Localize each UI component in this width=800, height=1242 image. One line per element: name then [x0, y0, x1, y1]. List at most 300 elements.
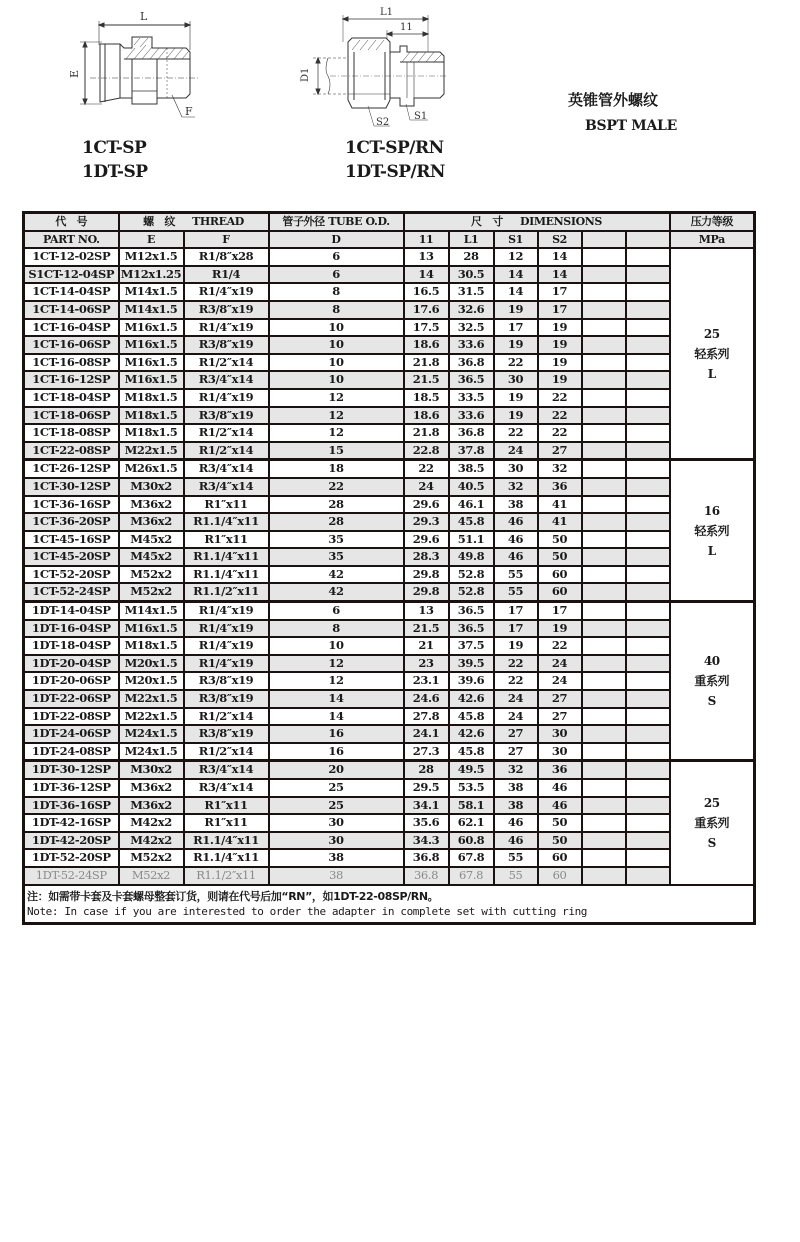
table-row — [24, 283, 755, 301]
cell-dim-l1: 58.1 — [449, 797, 494, 815]
cell-part-no: 1CT-18-08SP — [24, 424, 119, 442]
cell-tube-od-d: 14 — [269, 708, 404, 726]
cell-part-no: 1CT-18-04SP — [24, 389, 119, 407]
cell-dim-l1: 52.8 — [449, 583, 494, 601]
cell-blank — [626, 442, 670, 460]
cell-part-no: 1DT-20-04SP — [24, 655, 119, 673]
cell-thread-e: M12x1.25 — [119, 266, 184, 284]
cell-blank — [626, 690, 670, 708]
cell-thread-f: R3/8″x19 — [184, 407, 269, 425]
cell-dim-s2: 17 — [538, 301, 582, 319]
cell-thread-f: R3/8″x19 — [184, 336, 269, 354]
cell-tube-od-d: 10 — [269, 371, 404, 389]
cell-tube-od-d: 16 — [269, 743, 404, 761]
cell-thread-f: R1.1/4″x11 — [184, 832, 269, 850]
cell-blank — [626, 708, 670, 726]
cell-blank — [626, 672, 670, 690]
table-row — [24, 672, 755, 690]
cell-thread-e: M16x1.5 — [119, 336, 184, 354]
cell-dim-l1: 36.8 — [449, 354, 494, 372]
header-d: D — [269, 231, 404, 249]
cell-dim-s2: 60 — [538, 849, 582, 867]
cell-dim-s1: 30 — [494, 460, 538, 478]
header-thread-cn: 螺 纹 — [143, 215, 175, 228]
cell-tube-od-d: 6 — [269, 266, 404, 284]
header-row-top — [24, 213, 755, 231]
table-row — [24, 424, 755, 442]
cell-dim-s2: 50 — [538, 832, 582, 850]
cell-part-no: 1CT-14-06SP — [24, 301, 119, 319]
table-row — [24, 531, 755, 549]
table-row — [24, 761, 755, 779]
cell-dim-l1-small: 14 — [404, 266, 449, 284]
cell-dim-s1: 46 — [494, 814, 538, 832]
cell-blank — [582, 708, 626, 726]
cell-thread-e: M14x1.5 — [119, 301, 184, 319]
cell-dim-l1-small: 29.8 — [404, 566, 449, 584]
header-dimensions — [404, 213, 670, 231]
cell-blank — [626, 336, 670, 354]
cell-blank — [582, 283, 626, 301]
cell-part-no: 1CT-52-24SP — [24, 583, 119, 601]
cell-dim-s1: 22 — [494, 354, 538, 372]
header-s2: S2 — [538, 231, 582, 249]
header-tube-od: 管子外径 TUBE O.D. — [269, 213, 404, 231]
cell-blank — [582, 832, 626, 850]
header-blank-2 — [626, 231, 670, 249]
cell-dim-l1: 36.5 — [449, 371, 494, 389]
header-pressure-unit: MPa — [670, 231, 755, 249]
cell-thread-f: R1″x11 — [184, 797, 269, 815]
cell-dim-l1-small: 24 — [404, 478, 449, 496]
cell-dim-l1: 42.6 — [449, 725, 494, 743]
cell-part-no: 1DT-18-04SP — [24, 637, 119, 655]
cell-dim-s1: 55 — [494, 583, 538, 601]
cell-blank — [626, 283, 670, 301]
cell-part-no: 1DT-24-08SP — [24, 743, 119, 761]
cell-tube-od-d: 42 — [269, 583, 404, 601]
cell-tube-od-d: 6 — [269, 248, 404, 266]
cell-tube-od-d: 10 — [269, 354, 404, 372]
cell-thread-f: R1/2″x14 — [184, 708, 269, 726]
pressure-value: 40 — [703, 654, 720, 669]
cell-dim-s2: 60 — [538, 583, 582, 601]
cell-dim-s2: 19 — [538, 354, 582, 372]
cell-tube-od-d: 10 — [269, 319, 404, 337]
cell-part-no: 1CT-16-12SP — [24, 371, 119, 389]
drawing-1ct-sp-rn — [290, 0, 450, 130]
cell-dim-l1: 62.1 — [449, 814, 494, 832]
cell-dim-l1-small: 27.3 — [404, 743, 449, 761]
cell-dim-s2: 46 — [538, 797, 582, 815]
cell-blank — [626, 460, 670, 478]
cell-tube-od-d: 10 — [269, 637, 404, 655]
header-row-sub — [24, 231, 755, 249]
cell-blank — [626, 478, 670, 496]
cell-dim-l1-small: 36.8 — [404, 849, 449, 867]
cell-thread-f: R1″x11 — [184, 531, 269, 549]
note-en: Note: In case if you are interested to order the adapter in complete set with cutting ring — [27, 904, 588, 918]
cell-thread-f: R1/4″x19 — [184, 655, 269, 673]
cell-dim-s2: 24 — [538, 672, 582, 690]
table-row — [24, 354, 755, 372]
series-code: L — [707, 543, 716, 558]
cell-dim-l1-small: 28 — [404, 761, 449, 779]
cell-blank — [582, 248, 626, 266]
cell-dim-l1: 36.5 — [449, 602, 494, 620]
pressure-value: 25 — [703, 326, 720, 341]
cell-dim-s2: 22 — [538, 424, 582, 442]
cell-blank — [582, 814, 626, 832]
cell-blank — [626, 566, 670, 584]
header-part-en: PART NO. — [24, 231, 119, 249]
cell-dim-l1: 45.8 — [449, 743, 494, 761]
cell-thread-e: M18x1.5 — [119, 424, 184, 442]
cell-dim-l1-small: 24.6 — [404, 690, 449, 708]
table-row — [24, 301, 755, 319]
cell-blank — [626, 743, 670, 761]
cell-thread-f: R1.1/2″x11 — [184, 583, 269, 601]
cell-tube-od-d: 12 — [269, 424, 404, 442]
cell-thread-f: R1/8″x28 — [184, 248, 269, 266]
cell-dim-l1-small: 21.5 — [404, 620, 449, 638]
cell-blank — [582, 797, 626, 815]
cell-part-no: 1DT-52-20SP — [24, 849, 119, 867]
dim-label-11: 11 — [400, 22, 413, 33]
cell-thread-f: R1″x11 — [184, 496, 269, 514]
cell-part-no: 1CT-45-16SP — [24, 531, 119, 549]
cell-dim-s2: 50 — [538, 548, 582, 566]
note-cn: 注：如需带卡套及卡套螺母整套订货，则请在代号后加“RN”，如1DT-22-08SP/RN。 — [27, 889, 439, 903]
cell-dim-s2: 22 — [538, 389, 582, 407]
table-row — [24, 690, 755, 708]
cell-dim-s2: 27 — [538, 690, 582, 708]
cell-thread-e: M36x2 — [119, 513, 184, 531]
cell-dim-l1: 45.8 — [449, 513, 494, 531]
dim-label-s2: S2 — [376, 117, 390, 128]
cell-blank — [582, 389, 626, 407]
cell-dim-s1: 32 — [494, 761, 538, 779]
cell-dim-s2: 36 — [538, 478, 582, 496]
cell-dim-s1: 22 — [494, 424, 538, 442]
drawing-title-1ct-sp-rn: 1CT-SP/RN — [345, 138, 444, 158]
table-row — [24, 743, 755, 761]
drawing-title-1dt-sp: 1DT-SP — [82, 162, 148, 182]
table-row — [24, 266, 755, 284]
cell-part-no: 1DT-42-20SP — [24, 832, 119, 850]
table-row — [24, 460, 755, 478]
drawing-title-1ct-sp: 1CT-SP — [82, 138, 147, 158]
cell-part-no: 1DT-42-16SP — [24, 814, 119, 832]
pressure-rating-cell — [670, 248, 755, 460]
cell-dim-l1: 51.1 — [449, 531, 494, 549]
cell-thread-f: R1/2″x14 — [184, 424, 269, 442]
cell-thread-f: R1/4″x19 — [184, 283, 269, 301]
cell-dim-l1-small: 22 — [404, 460, 449, 478]
cell-dim-s2: 60 — [538, 867, 582, 885]
series-name-cn: 轻系列 — [694, 346, 730, 361]
cell-blank — [626, 531, 670, 549]
series-code: L — [707, 366, 716, 381]
cell-dim-l1: 40.5 — [449, 478, 494, 496]
cell-dim-l1: 33.6 — [449, 407, 494, 425]
cell-thread-f: R1/4″x19 — [184, 620, 269, 638]
cell-dim-s2: 60 — [538, 566, 582, 584]
cell-dim-l1-small: 23 — [404, 655, 449, 673]
cell-dim-l1-small: 34.3 — [404, 832, 449, 850]
table-row — [24, 620, 755, 638]
cell-thread-e: M36x2 — [119, 496, 184, 514]
table-row — [24, 548, 755, 566]
cell-thread-f: R3/4″x14 — [184, 371, 269, 389]
cell-thread-e: M26x1.5 — [119, 460, 184, 478]
dim-label-l1: L1 — [380, 7, 394, 18]
cell-dim-l1: 32.5 — [449, 319, 494, 337]
cell-tube-od-d: 28 — [269, 496, 404, 514]
cell-dim-s1: 24 — [494, 442, 538, 460]
series-name-cn: 重系列 — [694, 815, 730, 830]
table-row — [24, 513, 755, 531]
cell-dim-l1-small: 18.6 — [404, 336, 449, 354]
cell-blank — [582, 266, 626, 284]
cell-dim-l1: 33.6 — [449, 336, 494, 354]
cell-thread-f: R3/4″x14 — [184, 779, 269, 797]
cell-tube-od-d: 30 — [269, 814, 404, 832]
spec-table — [22, 211, 756, 925]
cell-dim-l1: 42.6 — [449, 690, 494, 708]
cell-tube-od-d: 16 — [269, 725, 404, 743]
cell-dim-l1-small: 23.1 — [404, 672, 449, 690]
cell-dim-l1-small: 21.8 — [404, 354, 449, 372]
cell-thread-f: R1/2″x14 — [184, 442, 269, 460]
pressure-rating-cell — [670, 761, 755, 885]
cell-dim-s1: 46 — [494, 531, 538, 549]
header-dims-en: DIMENSIONS — [520, 215, 602, 228]
cell-tube-od-d: 12 — [269, 672, 404, 690]
cell-dim-l1: 32.6 — [449, 301, 494, 319]
cell-dim-s2: 30 — [538, 725, 582, 743]
cell-blank — [626, 832, 670, 850]
cell-dim-l1-small: 16.5 — [404, 283, 449, 301]
cell-part-no: 1CT-45-20SP — [24, 548, 119, 566]
heading-cn: 英锥管外螺纹 — [568, 91, 659, 109]
cell-tube-od-d: 38 — [269, 849, 404, 867]
cell-blank — [626, 301, 670, 319]
cell-blank — [582, 867, 626, 885]
table-row — [24, 708, 755, 726]
series-code: S — [707, 694, 716, 709]
cell-thread-f: R1.1/4″x11 — [184, 513, 269, 531]
table-row — [24, 248, 755, 266]
cell-thread-e: M12x1.5 — [119, 248, 184, 266]
dim-label-l: L — [140, 10, 148, 23]
cell-dim-l1: 67.8 — [449, 849, 494, 867]
cell-dim-s1: 19 — [494, 407, 538, 425]
cell-tube-od-d: 15 — [269, 442, 404, 460]
cell-dim-s2: 41 — [538, 513, 582, 531]
cell-dim-l1: 39.6 — [449, 672, 494, 690]
cell-dim-l1: 49.8 — [449, 548, 494, 566]
header-l1: L1 — [449, 231, 494, 249]
cell-tube-od-d: 35 — [269, 548, 404, 566]
cell-blank — [582, 513, 626, 531]
cell-thread-e: M42x2 — [119, 832, 184, 850]
cell-blank — [582, 548, 626, 566]
cell-blank — [582, 460, 626, 478]
cell-dim-s1: 38 — [494, 797, 538, 815]
note-cell — [24, 885, 755, 924]
cell-blank — [582, 407, 626, 425]
cell-blank — [626, 725, 670, 743]
cell-blank — [582, 761, 626, 779]
cell-thread-f: R3/4″x14 — [184, 478, 269, 496]
cell-thread-e: M18x1.5 — [119, 407, 184, 425]
cell-part-no: 1CT-36-20SP — [24, 513, 119, 531]
cell-dim-s1: 55 — [494, 867, 538, 885]
header-thread — [119, 213, 269, 231]
table-body — [24, 248, 755, 884]
cell-thread-f: R3/8″x19 — [184, 672, 269, 690]
cell-blank — [582, 301, 626, 319]
cell-dim-s1: 46 — [494, 832, 538, 850]
cell-blank — [626, 867, 670, 885]
cell-tube-od-d: 25 — [269, 797, 404, 815]
table-row — [24, 725, 755, 743]
table-row — [24, 583, 755, 601]
cell-dim-l1: 39.5 — [449, 655, 494, 673]
cell-part-no: 1CT-16-06SP — [24, 336, 119, 354]
cell-thread-f: R1/2″x14 — [184, 743, 269, 761]
cell-dim-s1: 17 — [494, 602, 538, 620]
cell-dim-s2: 27 — [538, 708, 582, 726]
cell-dim-s2: 36 — [538, 761, 582, 779]
cell-dim-l1: 38.5 — [449, 460, 494, 478]
cell-tube-od-d: 8 — [269, 283, 404, 301]
cell-part-no: 1CT-16-08SP — [24, 354, 119, 372]
cell-blank — [626, 389, 670, 407]
cell-blank — [582, 566, 626, 584]
cell-part-no: 1DT-36-12SP — [24, 779, 119, 797]
cell-dim-l1-small: 28.3 — [404, 548, 449, 566]
cell-dim-l1-small: 24.1 — [404, 725, 449, 743]
cell-part-no: S1CT-12-04SP — [24, 266, 119, 284]
cell-tube-od-d: 12 — [269, 389, 404, 407]
cell-thread-e: M30x2 — [119, 478, 184, 496]
series-name-cn: 重系列 — [694, 674, 730, 689]
cell-thread-e: M52x2 — [119, 583, 184, 601]
cell-thread-e: M42x2 — [119, 814, 184, 832]
drawing-1ct-sp — [60, 5, 210, 125]
table-row — [24, 319, 755, 337]
table-row — [24, 496, 755, 514]
cell-blank — [626, 797, 670, 815]
dim-label-e: E — [68, 69, 81, 78]
cell-tube-od-d: 10 — [269, 336, 404, 354]
cell-dim-s2: 19 — [538, 371, 582, 389]
table-row — [24, 814, 755, 832]
cell-dim-l1: 31.5 — [449, 283, 494, 301]
cell-thread-e: M14x1.5 — [119, 283, 184, 301]
cell-blank — [626, 761, 670, 779]
cell-dim-l1-small: 13 — [404, 248, 449, 266]
cell-dim-s1: 17 — [494, 620, 538, 638]
cell-part-no: 1CT-14-04SP — [24, 283, 119, 301]
cell-blank — [582, 602, 626, 620]
cell-thread-e: M24x1.5 — [119, 743, 184, 761]
cell-blank — [626, 371, 670, 389]
cell-blank — [582, 672, 626, 690]
cell-thread-e: M52x2 — [119, 849, 184, 867]
cell-thread-e: M22x1.5 — [119, 708, 184, 726]
cell-dim-l1-small: 17.6 — [404, 301, 449, 319]
cell-dim-l1-small: 36.8 — [404, 867, 449, 885]
dim-label-d1: D1 — [300, 67, 311, 82]
cell-thread-e: M24x1.5 — [119, 725, 184, 743]
cell-dim-l1: 60.8 — [449, 832, 494, 850]
cell-dim-s1: 14 — [494, 283, 538, 301]
cell-thread-e: M16x1.5 — [119, 319, 184, 337]
cell-thread-e: M22x1.5 — [119, 442, 184, 460]
cell-dim-l1-small: 29.8 — [404, 583, 449, 601]
cell-blank — [626, 849, 670, 867]
cell-blank — [582, 690, 626, 708]
cell-thread-e: M20x1.5 — [119, 672, 184, 690]
cell-dim-l1-small: 17.5 — [404, 319, 449, 337]
cell-part-no: 1CT-26-12SP — [24, 460, 119, 478]
cell-dim-l1-small: 29.6 — [404, 496, 449, 514]
table-row — [24, 832, 755, 850]
cell-blank — [626, 266, 670, 284]
cell-blank — [626, 548, 670, 566]
cell-dim-l1-small: 34.1 — [404, 797, 449, 815]
cell-dim-l1: 36.8 — [449, 424, 494, 442]
cell-dim-l1-small: 29.3 — [404, 513, 449, 531]
cell-blank — [582, 743, 626, 761]
cell-dim-l1-small: 21.8 — [404, 424, 449, 442]
cell-dim-l1: 45.8 — [449, 708, 494, 726]
cell-thread-f: R1/4 — [184, 266, 269, 284]
table-row — [24, 336, 755, 354]
cell-tube-od-d: 22 — [269, 478, 404, 496]
pressure-rating-cell — [670, 460, 755, 602]
cell-dim-s1: 55 — [494, 849, 538, 867]
table-row — [24, 637, 755, 655]
cell-tube-od-d: 8 — [269, 620, 404, 638]
cell-thread-e: M45x2 — [119, 548, 184, 566]
cell-tube-od-d: 12 — [269, 655, 404, 673]
cell-dim-s1: 32 — [494, 478, 538, 496]
cell-tube-od-d: 20 — [269, 761, 404, 779]
cell-dim-l1: 53.5 — [449, 779, 494, 797]
cell-dim-l1-small: 29.6 — [404, 531, 449, 549]
cell-dim-s2: 19 — [538, 336, 582, 354]
cell-dim-l1-small: 18.5 — [404, 389, 449, 407]
cell-tube-od-d: 18 — [269, 460, 404, 478]
cell-part-no: 1CT-30-12SP — [24, 478, 119, 496]
header-e: E — [119, 231, 184, 249]
cell-blank — [582, 496, 626, 514]
cell-tube-od-d: 38 — [269, 867, 404, 885]
cell-thread-f: R3/8″x19 — [184, 301, 269, 319]
cell-dim-l1: 49.5 — [449, 761, 494, 779]
cell-thread-f: R1/4″x19 — [184, 602, 269, 620]
cell-tube-od-d: 28 — [269, 513, 404, 531]
cell-dim-l1: 67.8 — [449, 867, 494, 885]
cell-blank — [626, 814, 670, 832]
cell-blank — [626, 248, 670, 266]
cell-dim-s1: 19 — [494, 301, 538, 319]
cell-thread-e: M16x1.5 — [119, 620, 184, 638]
